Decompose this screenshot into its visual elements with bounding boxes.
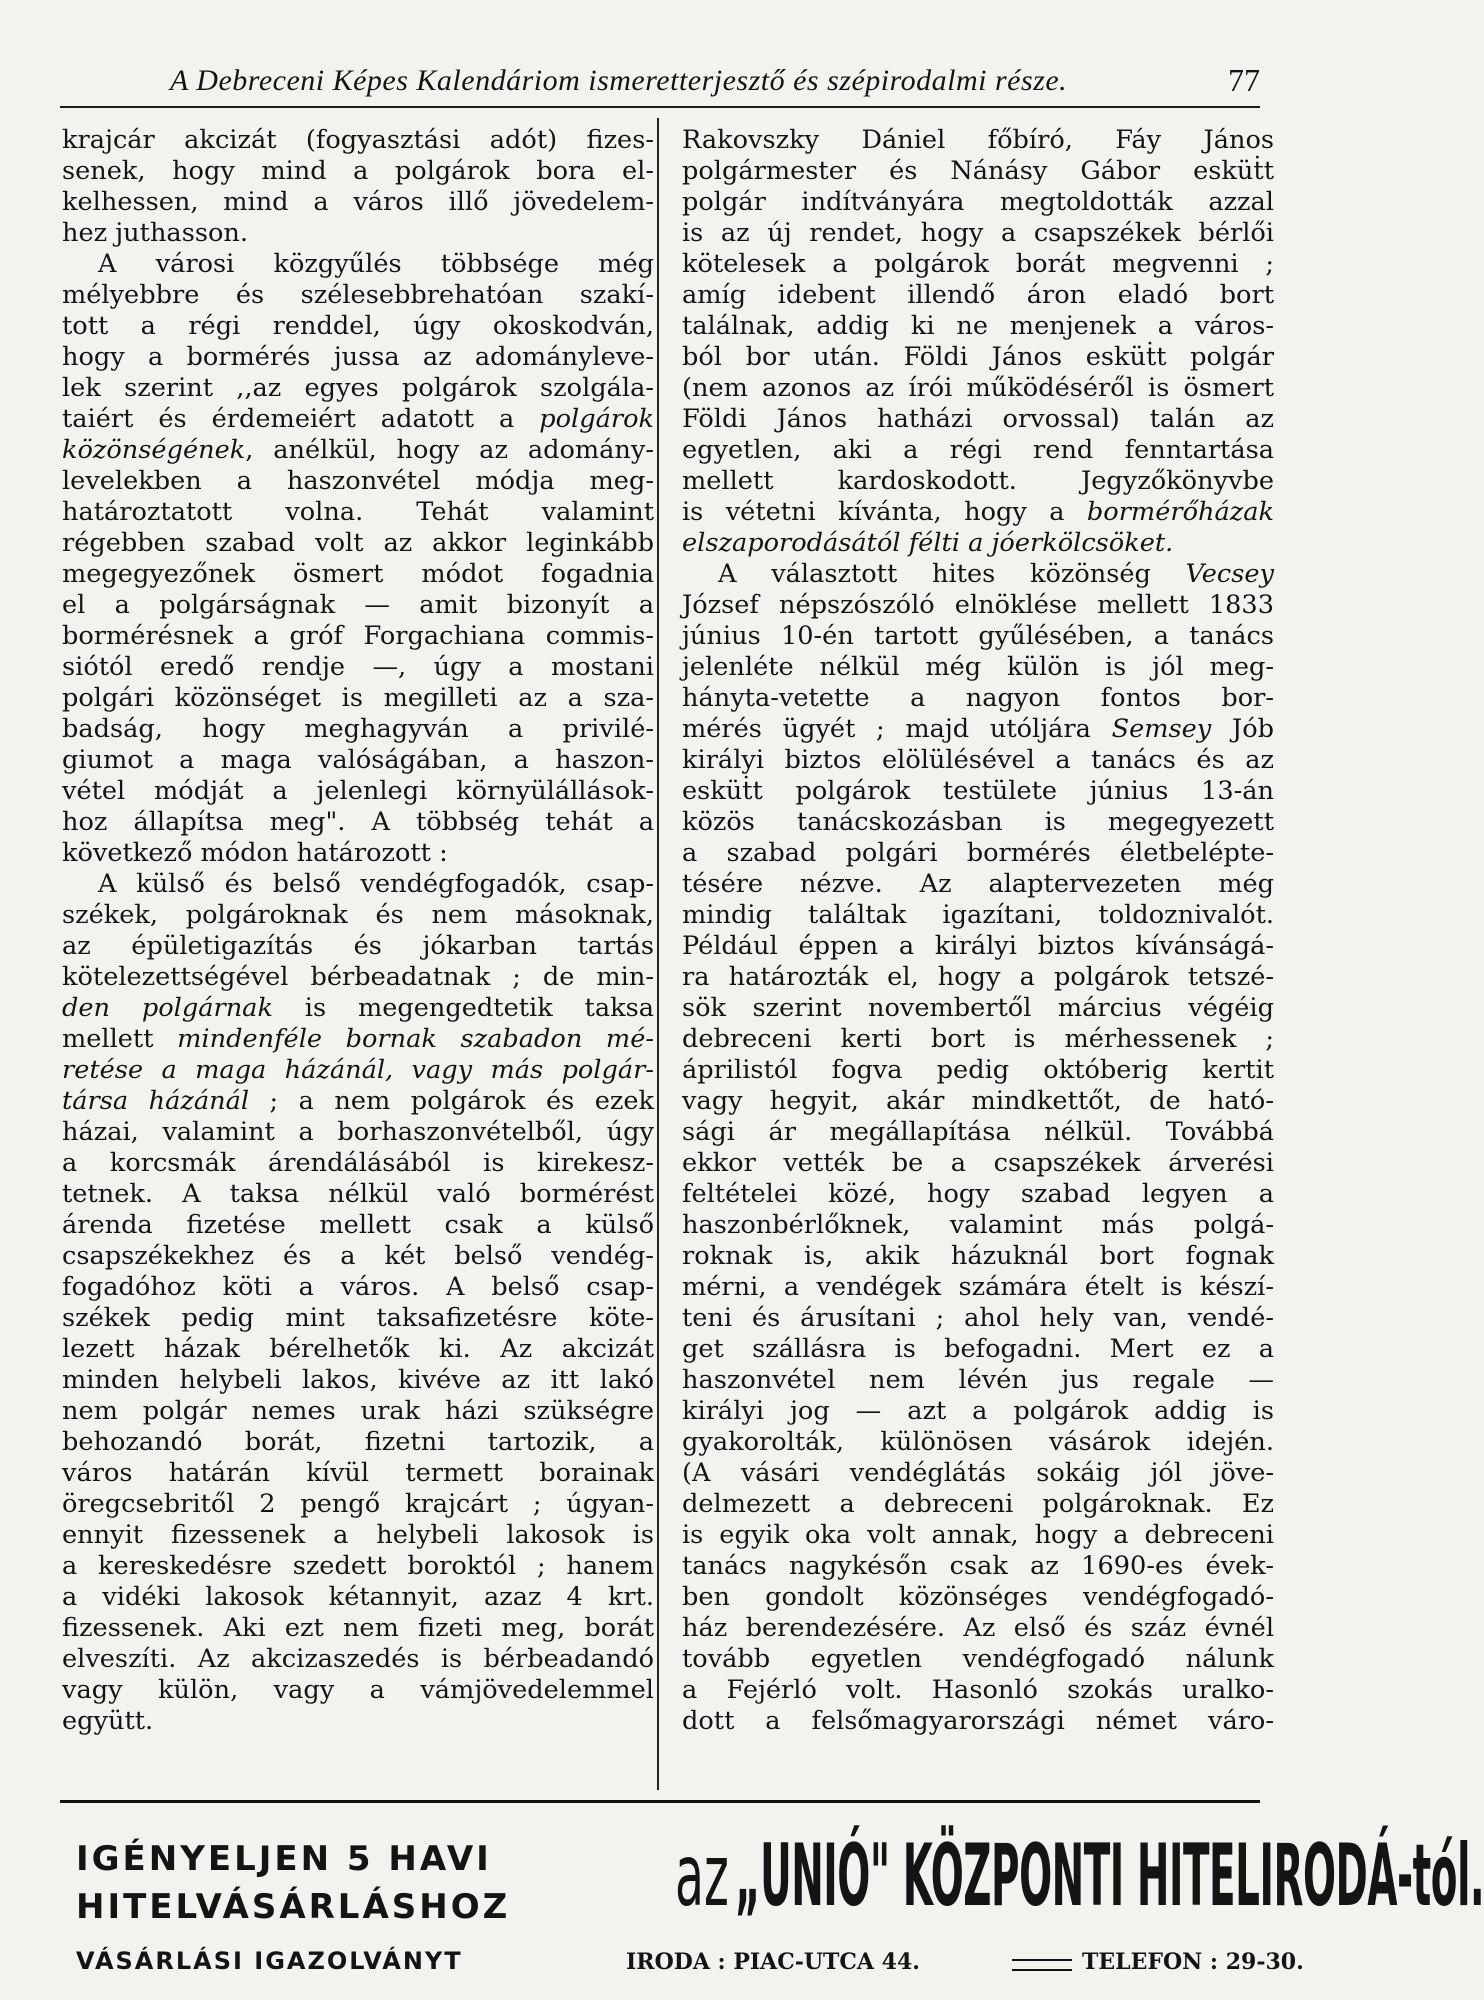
text-line: A városi közgyűlés többsége még [98,249,654,279]
text-line: haszonvétel nem lévén jus regale — [682,1365,1274,1395]
text-line: giumot a maga valóságában, a haszon- [62,745,654,775]
text-line: ben gondolt közönséges vendégfogadó- [682,1582,1274,1612]
text-line: megegyezőnek ösmert módot fogadnia [62,559,654,589]
text-line: polgári közönséget is megilleti az a sza- [62,683,654,713]
ad-line-3: VÁSÁRLÁSI IGAZOLVÁNYT [76,1947,463,1975]
text-line: is az új rendet, hogy a csapszékek bérlői [682,218,1274,248]
text-line: város határán kívül termett borainak [62,1458,654,1488]
text-line: tott a régi renddel, úgy okoskodván, [62,311,654,341]
text-line: vagy külön, vagy a vámjövedelemmel [62,1675,654,1705]
ad-firm-name: „UNIÓ" KÖZPONTI HITELIRODÁ-tól. [735,1826,1484,1926]
text-line: ekkor vették be a csapszékek árverési [682,1148,1274,1178]
text-line: hányta-vetette a nagyon fontos bor- [682,683,1274,713]
text-line: elveszíti. Az akcizaszedés is bérbeadandó [62,1644,654,1674]
text-line: polgármester és Nánásy Gábor esküṫt [682,156,1274,186]
text-line: roknak is, akik házuknál bort fognak [682,1241,1274,1271]
text-line: senek, hogy mind a polgárok bora el- [62,156,654,186]
text-line: behozandó borát, fizetni tartozik, a [62,1427,654,1457]
text-line: az épületigazítás és jókarban tartás [62,931,654,961]
text-line: (A vásári vendéglátás sokáig jól jöve- [682,1458,1274,1488]
text-line: királyi jog — azt a polgárok addig is [682,1396,1274,1426]
text-line: tetnek. A taksa nélkül való bormérést [62,1179,654,1209]
text-line: dott a felsőmagyarországi német váro- [682,1706,1274,1736]
text-line: mérni, a vendégek számára ételt is készí- [682,1272,1274,1302]
text-line: hogy a bormérés jussa az adományleve- [62,342,654,372]
text-line: egyetlen, aki a régi rend fenntartása [682,435,1274,465]
text-line: mellett mindenféle bornak szabadon mé- [62,1024,654,1054]
text-line: fizessenek. Aki ezt nem fizeti meg, borát [62,1613,654,1643]
text-line: is egyik oka volt annak, hogy a debreceni [682,1520,1274,1550]
ad-line-2: HITELVÁSÁRLÁSHOZ [76,1887,511,1927]
text-line: öregcsebritől 2 pengő krajcárt ; úgyan- [62,1489,654,1519]
text-line: taiért és érdemeiért adatott a polgárok [62,404,654,434]
text-line: lezett házak bérelhetők ki. Az akcizát [62,1334,654,1364]
text-line: ház berendezésére. Az első és száz évnél [682,1613,1274,1643]
text-line: Például éppen a királyi biztos kívánságá- [682,931,1274,961]
text-line: sök szerint novembertől március végéig [682,993,1274,1023]
left-column [62,125,654,1737]
text-line: levelekben a haszonvétel módja meg- [62,466,654,496]
text-line: hoz állapítsa meg". A többség tehát a [62,807,654,837]
text-line: haszonbérlőknek, valamint más polgá- [682,1210,1274,1240]
text-line: A külső és belső vendégfogadók, csap- [98,869,654,899]
text-line: mellett kardoskodott. Jegyzőkönyvbe [682,466,1274,496]
text-line: csapszékekhez és a két belső vendég- [62,1241,654,1271]
header-rule [60,106,1260,108]
ad-phone: TELEFON : 29-30. [1082,1949,1304,1975]
text-line: következő módon határozott : [62,838,448,868]
text-line: Földi János hatházi orvossal) talán az [682,404,1274,434]
text-line: a szabad polgári bormérés életbelépte- [682,838,1274,868]
text-line: közönségének, anélkül, hogy az adomány- [62,435,654,465]
advertisement [60,1826,1484,1985]
text-line: polgár indítványára megtoldották azzal [682,187,1274,217]
text-line: retése a maga házánál, vagy más polgár- [62,1055,654,1085]
text-line: régebben szabad volt az akkor leginkább [62,528,654,558]
text-line: ból bor után. Földi János esküṫt polgár [682,342,1274,372]
text-line: áprilistól fogva pedig októberig kertit [682,1055,1274,1085]
text-line: el a polgárságnak — amit bizonyít a [62,590,654,620]
page-number: 77 [1228,62,1260,98]
text-line: tanács nagykésőn csak az 1690-es évek- [682,1551,1274,1581]
text-line: székek, polgároknak és nem másoknak, [62,900,654,930]
text-line: debreceni kerti bort is mérhessenek ; [682,1024,1274,1054]
text-line: esküṫt polgárok testülete június 13-án [682,776,1274,806]
text-line: kötelezettségével bérbeadatnak ; de min- [62,962,654,992]
text-line: elszaporodásától félti a jóerkölcsöket. [682,528,1174,558]
text-line: delmezett a debreceni polgároknak. Ez [682,1489,1274,1519]
text-line: József népszószóló elnöklése mellett 1833 [682,590,1274,620]
text-line: A választott hites közönség Vecsey [718,559,1274,589]
text-line: is vétetni kívánta, hogy a bormérőházak [682,497,1274,527]
text-line: árenda fizetése mellett csak a külső [62,1210,654,1240]
text-line: krajcár akcizát (fogyasztási adót) fizes- [62,125,654,155]
running-title: A Debreceni Képes Kalendáriom ismeretterjesztő és szépirodalmi része. [170,64,1068,97]
text-line: a vidéki lakosok kétannyit, azaz 4 krt. [62,1582,654,1612]
text-line: találnak, addig ki ne menjenek a város- [682,311,1274,341]
footer-rule [60,1800,1260,1803]
text-line: kelhessen, mind a város illő jövedelem- [62,187,654,217]
text-line: teni és árusítani ; ahol hely van, vendé- [682,1303,1274,1333]
text-line: vétel módját a jelenlegi környülállások- [62,776,654,806]
text-line: bormérésnek a gróf Forgachiana commis- [62,621,654,651]
text-line: Rakovszky Dániel főbíró, Fáy János [682,125,1274,155]
text-line: mérés ügyét ; majd utóljára Semsey Jób [682,714,1274,744]
text-line: székek pedig mint taksafizetésre köte- [62,1303,654,1333]
text-line: (nem azonos az írói működéséről is ösmert [682,373,1274,403]
text-line: mindig találtak igazítani, toldoznivalót. [682,900,1274,930]
text-line: királyi biztos elölülésével a tanács és az [682,745,1274,775]
text-line: tésére nézve. Az alaptervezeten még [682,869,1274,899]
page-header [60,58,1260,108]
text-line: házai, valamint a borhaszonvételből, úgy [62,1117,654,1147]
text-line: minden helybeli lakos, kivéve az itt lakó [62,1365,654,1395]
text-line: feltételei közé, hogy szabad legyen a [682,1179,1274,1209]
text-line: kötelesek a polgárok borát megvenni ; [682,249,1274,279]
text-line: badság, hogy meghagyván a privilé- [62,714,654,744]
text-line: den polgárnak is megengedtetik taksa [62,993,654,1023]
text-line: társa házánál ; a nem polgárok és ezek [62,1086,654,1116]
text-line: a Fejérló volt. Hasonló szokás uralko- [682,1675,1274,1705]
text-line: határoztatott volna. Tehát valamint [62,497,654,527]
text-line: nem polgár nemes urak házi szükségre [62,1396,654,1426]
text-line: amíg idebent illendő áron eladó bort [682,280,1274,310]
text-line: a korcsmák árendálásából is kirekesz- [62,1148,654,1178]
text-line: ra határozták el, hogy a polgárok tetszé- [682,962,1274,992]
column-divider [657,118,659,1790]
text-line: get szállásra is befogadni. Mert ez a [682,1334,1274,1364]
text-line: június 10-én tartott gyűlésében, a tanács [682,621,1274,651]
text-line: lek szerint ,,az egyes polgárok szolgála- [62,373,654,403]
text-line: sági ár megállapítása nélkül. Továbbá [682,1117,1274,1147]
ad-double-rule [1012,1959,1072,1971]
text-line: vagy hegyit, akár mindkettőt, de ható- [682,1086,1274,1116]
text-line: közös tanácskozásban is megegyezett [682,807,1274,837]
text-line: a kereskedésre szedett boroktól ; hanem [62,1551,654,1581]
text-line: hez juthasson. [62,218,248,248]
ad-address: IRODA : PIAC-UTCA 44. [626,1949,920,1975]
ad-az: az [675,1826,729,1926]
text-line: jelenléte nélkül még külön is jól meg- [682,652,1274,682]
text-line: gyakorolták, különösen vásárok idején. [682,1427,1274,1457]
text-line: fogadóhoz köti a város. A belső csap- [62,1272,654,1302]
ad-line-1: IGÉNYELJEN 5 HAVI [76,1839,492,1879]
right-column [682,125,1274,1737]
text-line: együtt. [62,1706,154,1736]
text-line: tovább egyetlen vendégfogadó nálunk [682,1644,1274,1674]
text-line: ennyit fizessenek a helybeli lakosok is [62,1520,654,1550]
text-line: mélyebbre és szélesebbrehatóan szakí- [62,280,654,310]
text-line: siótól eredő rendje —, úgy a mostani [62,652,654,682]
